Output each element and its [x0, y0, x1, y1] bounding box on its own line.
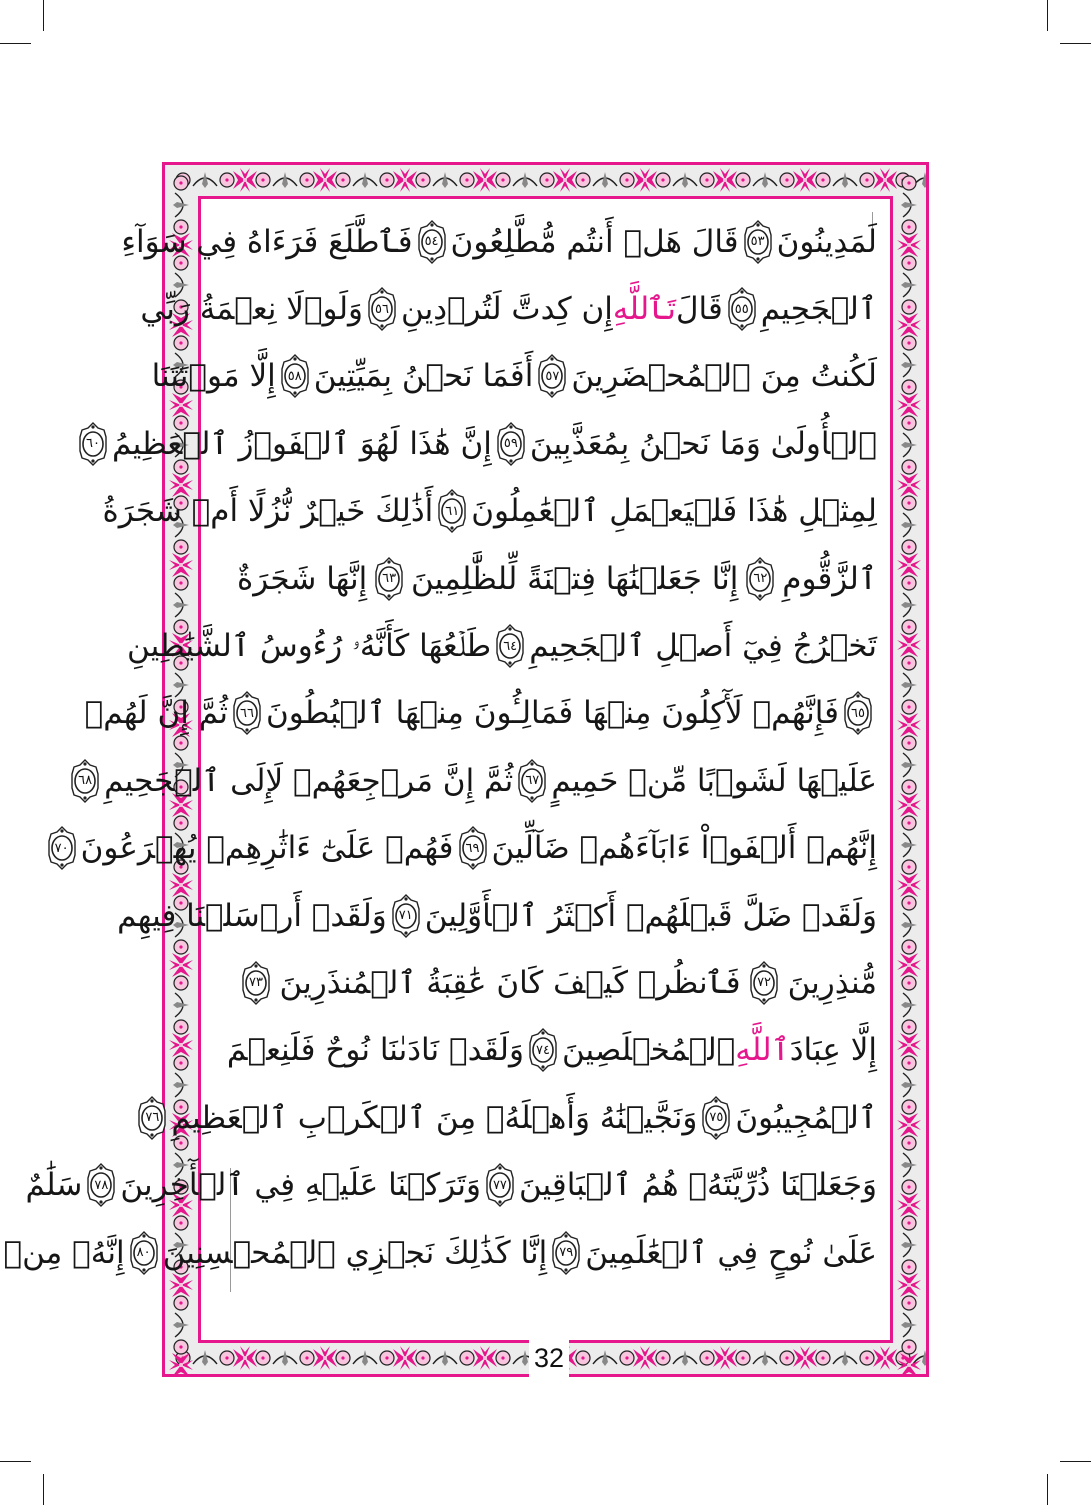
verse-text: إِنَّهَا شَجَرَةٌ	[237, 560, 368, 597]
verse-text: قَالَ	[675, 291, 723, 328]
verse-text: وَلَقَدۡ نَادَىٰنَا نُوحٌ فَلَنِعۡمَ	[226, 1032, 524, 1069]
ayah-number: ٦٣	[382, 571, 397, 587]
ayah-number: ٦٦	[239, 705, 254, 721]
ayah-number: ٦٠	[86, 436, 100, 452]
ayah-number: ٧٨	[94, 1177, 109, 1193]
verse-text: سَلَٰمٌ	[25, 1167, 83, 1204]
verse-text: وَجَعَلۡنَا ذُرِّيَّتَهُۥ هُمُ ٱلۡبَاقِينَ	[518, 1167, 877, 1204]
ayah-number-marker	[367, 287, 397, 331]
text-line	[54, 815, 877, 882]
verse-text: إِنَّا جَعَلۡنَٰهَا فِتۡنَةً لِّلظَّٰلِمِينَ	[411, 560, 739, 597]
verse-text: قَالَ هَلۡ أَنتُم مُّطَّلِعُونَ	[450, 223, 739, 260]
ayah-number: ٦٧	[525, 773, 540, 789]
ayah-number-marker	[137, 1096, 167, 1140]
crop-mark-bottom-right-vertical	[1047, 1474, 1048, 1505]
divine-name-highlight: تَٱللَّهِ	[612, 291, 676, 328]
ayah-number: ٧٣	[249, 975, 263, 991]
verse-text: إِلَّا مَوۡتَتَنَا	[151, 358, 276, 395]
quran-text-block	[3, 208, 877, 1286]
crop-mark-bottom-left-vertical	[43, 1474, 44, 1505]
ayah-number: ٧٦	[145, 1110, 160, 1126]
ayah-number: ٦٥	[851, 705, 865, 721]
ayah-number-marker	[417, 220, 447, 264]
ayah-number: ٨٠	[136, 1245, 151, 1261]
page-number: 32	[533, 1343, 565, 1373]
text-line	[140, 275, 877, 342]
verse-text: أَذَٰلِكَ خَيۡرٌ نُّزُلًا أَمۡ شَجَرَةُ	[102, 493, 434, 530]
ayah-number: ٦٩	[465, 840, 480, 856]
text-line	[121, 208, 877, 275]
border-band-top	[165, 165, 926, 196]
ayah-number-marker	[70, 759, 100, 803]
ayah-number: ٥٤	[424, 234, 439, 250]
verse-text: ٱلزَّقُّومِ	[782, 560, 877, 597]
ayah-number-marker	[437, 489, 467, 533]
crop-mark-top-right-horizontal	[1060, 43, 1091, 44]
ayah-number-marker	[496, 422, 526, 466]
ayah-number-marker	[749, 961, 779, 1005]
text-line	[226, 1017, 877, 1084]
text-line	[117, 882, 877, 949]
crop-mark-bottom-right-horizontal	[1060, 1461, 1091, 1462]
verse-text: فَإِنَّهُمۡ لَأٓكِلُونَ مِنۡهَا فَمَالِـُٔونَ مِنۡهَا ٱلۡبُطُونَ	[265, 695, 839, 732]
ayah-number-marker	[280, 354, 310, 398]
text-line	[237, 949, 877, 1016]
verse-text: وَنَجَّيۡنَٰهُ وَأَهۡلَهُۥ مِنَ ٱلۡكَرۡبِ ٱلۡعَظِيمِ	[171, 1099, 698, 1136]
ayah-number-marker	[495, 624, 525, 668]
crop-mark-bottom-left-horizontal	[0, 1461, 31, 1462]
ayah-number-marker	[78, 422, 108, 466]
ayah-number: ٦٨	[78, 773, 93, 789]
ayah-number-marker	[745, 557, 775, 601]
verse-text: إِن كِدتَّ لَتُرۡدِينِ	[401, 291, 613, 328]
ayah-number-marker	[47, 826, 77, 870]
ayah-number-marker	[374, 557, 404, 601]
verse-text: أَفَمَا نَحۡنُ بِمَيِّتِينَ	[313, 358, 534, 395]
verse-text: إِنَّهُۥ مِنۡ	[3, 1234, 125, 1271]
verse-text: طَلۡعُهَا كَأَنَّهُۥ رُءُوسُ ٱلشَّيَٰطِينِ	[127, 627, 492, 664]
text-line	[102, 478, 877, 545]
verse-text: ٱلۡمُخۡلَصِينَ	[561, 1032, 736, 1069]
ayah-number: ٥٥	[734, 301, 749, 317]
ayah-number: ٧٥	[709, 1110, 724, 1126]
ayah-number-marker	[241, 961, 271, 1005]
ayah-number-marker	[843, 691, 873, 735]
ayah-number: ٦١	[445, 503, 460, 519]
verse-text: ثُمَّ إِنَّ لَهُمۡ	[84, 695, 228, 732]
ayah-number: ٥٣	[750, 234, 765, 250]
crop-mark-top-left-vertical	[43, 0, 44, 31]
verse-text: وَتَرَكۡنَا عَلَيۡهِ فِي ٱلۡأٓخِرِينَ	[120, 1167, 481, 1204]
ayah-number: ٧٠	[54, 840, 69, 856]
verse-text: فَٱطَّلَعَ فَرَءَاهُ فِي سَوَآءِ	[121, 223, 413, 260]
ayah-number: ٧٧	[492, 1177, 507, 1193]
text-line	[237, 545, 877, 612]
crop-mark-top-right-vertical	[1047, 0, 1048, 31]
verse-text: إِنَّ هَٰذَا لَهُوَ ٱلۡفَوۡزُ ٱلۡعَظِيمُ	[112, 425, 492, 462]
verse-text: عَلَىٰ نُوحٍ فِي ٱلۡعَٰلَمِينَ	[585, 1234, 877, 1271]
verse-text: ثُمَّ إِنَّ مَرۡجِعَهُمۡ لَإِلَى ٱلۡجَحِيمِ	[104, 762, 514, 799]
text-line	[84, 680, 877, 747]
verse-text: فَهُمۡ عَلَىٰٓ ءَاثَٰرِهِمۡ يُهۡرَعُونَ	[80, 830, 454, 867]
ayah-number-marker	[458, 826, 488, 870]
ayah-number: ٧٩	[559, 1245, 574, 1261]
ayah-number: ٧٤	[535, 1042, 550, 1058]
verse-text: وَلَقَدۡ ضَلَّ قَبۡلَهُمۡ أَكۡثَرُ ٱلۡأَوَّلِينَ	[424, 897, 877, 934]
text-line	[3, 1219, 877, 1286]
divine-name-highlight: ٱللَّهِ	[735, 1032, 790, 1069]
ayah-number-marker	[537, 354, 567, 398]
text-line	[145, 1084, 877, 1151]
ayah-number: ٦٤	[503, 638, 518, 654]
verse-text: لَكُنتُ مِنَ ٱلۡمُحۡضَرِينَ	[571, 358, 877, 395]
verse-text: ٱلۡمُجِيبُونَ	[735, 1099, 877, 1136]
border-band-right	[893, 165, 926, 1374]
ayah-number-marker	[701, 1096, 731, 1140]
ayah-number: ٧٢	[757, 975, 772, 991]
ayah-number-marker	[391, 894, 421, 938]
verse-text: لَمَدِينُونَ	[776, 223, 877, 260]
verse-text: إِنَّا كَذَٰلِكَ نَجۡزِي ٱلۡمُحۡسِنِينَ	[162, 1234, 548, 1271]
ayah-number: ٦٢	[753, 571, 768, 587]
ayah-number-marker	[86, 1163, 116, 1207]
page-number-box	[529, 1340, 569, 1377]
text-line	[151, 343, 877, 410]
ayah-number: ٥٩	[503, 436, 518, 452]
ayah-number-marker	[528, 1028, 558, 1072]
ayah-number: ٥٧	[545, 368, 560, 384]
verse-text: إِلَّا عِبَادَ	[789, 1032, 877, 1069]
ayah-number: ٥٨	[287, 368, 302, 384]
ayah-number: ٧١	[398, 908, 413, 924]
ayah-number-marker	[743, 220, 773, 264]
verse-text: لِمِثۡلِ هَٰذَا فَلۡيَعۡمَلِ ٱلۡعَٰمِلُونَ	[471, 493, 877, 530]
verse-text: عَلَيۡهَا لَشَوۡبًا مِّنۡ حَمِيمٍ	[551, 762, 877, 799]
verse-text: وَلَقَدۡ أَرۡسَلۡنَا فِيهِم	[117, 897, 387, 934]
verse-text: فَٱنظُرۡ كَيۡفَ كَانَ عَٰقِبَةُ ٱلۡمُنذَرِينَ	[279, 964, 741, 1001]
verse-text: مُّنذِرِينَ	[787, 964, 877, 1001]
text-line	[78, 747, 877, 814]
ayah-number-marker	[727, 287, 757, 331]
text-line	[86, 410, 877, 477]
verse-text: إِنَّهُمۡ أَلۡفَوۡاْ ءَابَآءَهُمۡ ضَآلِّينَ	[491, 830, 877, 867]
verse-text: تَخۡرُجُ فِيٓ أَصۡلِ ٱلۡجَحِيمِ	[529, 628, 877, 665]
ayah-number-marker	[485, 1163, 515, 1207]
verse-text: وَلَوۡلَا نِعۡمَةُ رَبِّي	[140, 291, 363, 328]
ayah-number: ٥٦	[375, 301, 389, 317]
ayah-number-marker	[517, 759, 547, 803]
verse-text: ٱلۡأُولَىٰ وَمَا نَحۡنُ بِمُعَذَّبِينَ	[529, 425, 877, 462]
ayah-number-marker	[551, 1231, 581, 1275]
verse-text: ٱلۡجَحِيمِ	[760, 291, 877, 328]
crop-mark-top-left-horizontal	[0, 43, 31, 44]
ayah-number-marker	[129, 1231, 159, 1275]
text-line	[127, 612, 877, 679]
text-line	[25, 1151, 877, 1218]
ayah-number-marker	[232, 691, 262, 735]
